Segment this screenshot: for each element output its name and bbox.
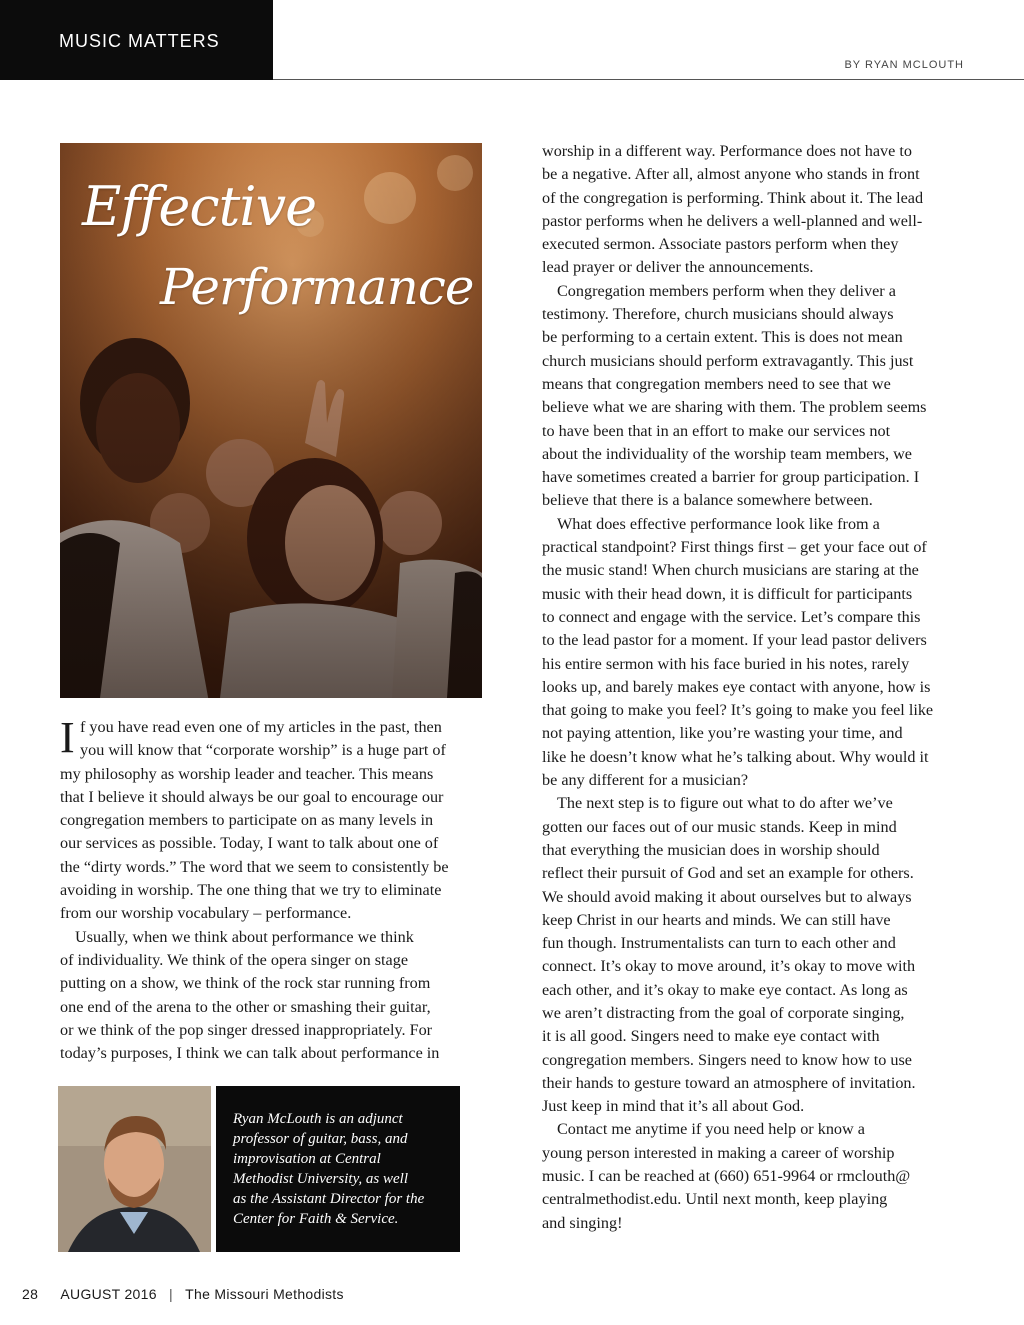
text-line: avoiding in worship. The one thing that we try to eliminate: [60, 881, 442, 900]
text-line: to connect and engage with the service. Let’s compare this: [542, 607, 921, 626]
publication-name: The Missouri Methodists: [185, 1286, 344, 1302]
header-rule: [273, 79, 1024, 80]
article-intro: [60, 713, 484, 763]
hero-title-line2: Performance: [160, 258, 474, 316]
text-line: to have been that in an effort to make our services not: [542, 421, 891, 440]
text-line: executed sermon. Associate pastors perform when they: [542, 235, 899, 254]
text-line: that going to make you feel? It’s going to make you feel like: [542, 701, 934, 720]
text-line: have sometimes created a barrier for group participation. I: [542, 468, 920, 487]
text-line: keep Christ in our hearts and minds. We can still have: [542, 910, 891, 929]
text-line: music with their head down, it is difficult for participants: [542, 584, 913, 603]
text-line: you will know that “corporate worship” is a huge part of: [80, 741, 446, 760]
text-line: believe that there is a balance somewhere between.: [542, 491, 873, 510]
bio-line: professor of guitar, bass, and: [233, 1131, 408, 1147]
text-line: each other, and it’s okay to make eye contact. As long as: [542, 980, 908, 999]
text-line: putting on a show, we think of the rock star running from: [60, 974, 431, 993]
section-header-bar: [0, 0, 273, 80]
text-line: gotten our faces out of our music stands. Keep in mind: [542, 817, 897, 836]
text-line: means that congregation members need to see that we: [542, 374, 891, 393]
bio-line: improvisation at Central: [233, 1151, 381, 1167]
text-line: their hands to gesture toward an atmosphere of invitation.: [542, 1073, 916, 1092]
text-line: it is all good. Singers need to make eye contact with: [542, 1027, 880, 1046]
text-line: we aren’t distracting from the goal of corporate singing,: [542, 1003, 905, 1022]
text-line: to the lead pastor for a moment. If your lead pastor delivers: [542, 631, 927, 650]
text-line: worship in a different way. Performance does not have to: [542, 142, 912, 160]
text-line: from our worship vocabulary – performance.: [60, 904, 352, 923]
text-line: congregation members. Singers need to know how to use: [542, 1050, 912, 1069]
text-line: Usually, when we think about performance we think: [75, 927, 414, 946]
text-line: What does effective performance look like from a: [557, 514, 880, 533]
bio-line: as the Assistant Director for the: [233, 1191, 425, 1207]
text-line: be performing to a certain extent. This is does not mean: [542, 328, 903, 347]
text-line: Congregation members perform when they deliver a: [557, 281, 896, 300]
hero-title: [60, 143, 482, 343]
text-line: today’s purposes, I think we can talk about performance in: [60, 1044, 440, 1063]
issue-date: AUGUST 2016: [60, 1286, 157, 1302]
text-line: of individuality. We think of the opera singer on stage: [60, 950, 408, 969]
text-line: The next step is to figure out what to do after we’ve: [557, 794, 893, 813]
text-line: f you have read even one of my articles in the past, then: [80, 718, 442, 736]
text-line: be a negative. After all, almost anyone who stands in front: [542, 165, 920, 184]
text-line: his entire sermon with his face buried in his notes, rarely: [542, 654, 910, 673]
bio-line: Center for Faith & Service.: [233, 1211, 399, 1227]
author-photo: [58, 1086, 211, 1252]
text-line: congregation members to participate on as many levels in: [60, 811, 434, 830]
bio-line: Ryan McLouth is an adjunct: [233, 1111, 403, 1127]
text-line: Just keep in mind that it’s all about God.: [542, 1097, 805, 1116]
text-line: pastor performs when he delivers a well-planned and well-: [542, 211, 923, 230]
drop-cap: I: [60, 713, 75, 762]
article-right-column: [542, 140, 968, 1235]
text-line: Contact me anytime if you need help or know a: [557, 1120, 865, 1139]
text-line: that everything the musician does in worship should: [542, 840, 880, 859]
text-line: music. I can be reached at (660) 651-9964 or rmclouth@: [542, 1167, 911, 1186]
text-line: centralmethodist.edu. Until next month, keep playing: [542, 1190, 888, 1209]
text-line: fun though. Instrumentalists can turn to each other and: [542, 934, 896, 953]
text-line: one end of the arena to the other or smashing their guitar,: [60, 997, 431, 1016]
article-left-column: [60, 713, 484, 1065]
text-line: practical standpoint? First things first – get your face out of: [542, 538, 927, 557]
text-line: our services as possible. Today, I want to talk about one of: [60, 834, 439, 853]
text-line: reflect their pursuit of God and set an example for others.: [542, 864, 914, 883]
text-line: that I believe it should always be our goal to encourage our: [60, 787, 444, 806]
text-line: church musicians should perform extravagantly. This just: [542, 351, 914, 370]
page-footer: [22, 1286, 344, 1302]
section-label: MUSIC MATTERS: [59, 31, 220, 51]
author-portrait: [58, 1086, 211, 1252]
hero-title-line1: Effective: [82, 175, 317, 238]
text-line: about the individuality of the worship team members, we: [542, 444, 912, 463]
text-line: or we think of the pop singer dressed inappropriately. For: [60, 1020, 433, 1039]
page-number: 28: [22, 1286, 39, 1302]
text-line: not paying attention, like you’re wasting your time, and: [542, 724, 903, 743]
text-line: like he doesn’t know what he’s talking about. Why would it: [542, 747, 929, 766]
text-line: testimony. Therefore, church musicians should always: [542, 305, 894, 324]
text-line: lead prayer or deliver the announcements.: [542, 258, 814, 277]
text-line: be any different for a musician?: [542, 771, 749, 790]
text-line: We should avoid making it about ourselves but to always: [542, 887, 912, 906]
footer-separator: |: [169, 1286, 173, 1302]
text-line: the music stand! When church musicians are staring at the: [542, 561, 919, 580]
author-bio-box: [216, 1086, 460, 1252]
text-line: connect. It’s okay to move around, it’s okay to move with: [542, 957, 916, 976]
text-line: looks up, and barely makes eye contact with anyone, how is: [542, 677, 931, 696]
text-line: my philosophy as worship leader and teacher. This means: [60, 764, 434, 783]
text-line: young person interested in making a career of worship: [542, 1143, 895, 1162]
author-bio-text: [233, 1109, 453, 1229]
bio-line: Methodist University, as well: [233, 1171, 408, 1187]
text-line: the “dirty words.” The word that we seem to consistently be: [60, 857, 449, 876]
text-line: believe what we are sharing with them. The problem seems: [542, 398, 927, 417]
hero-photo: [60, 143, 482, 698]
byline: BY RYAN MCLOUTH: [844, 59, 964, 71]
text-line: and singing!: [542, 1213, 623, 1232]
text-line: of the congregation is performing. Think about it. The lead: [542, 188, 924, 207]
